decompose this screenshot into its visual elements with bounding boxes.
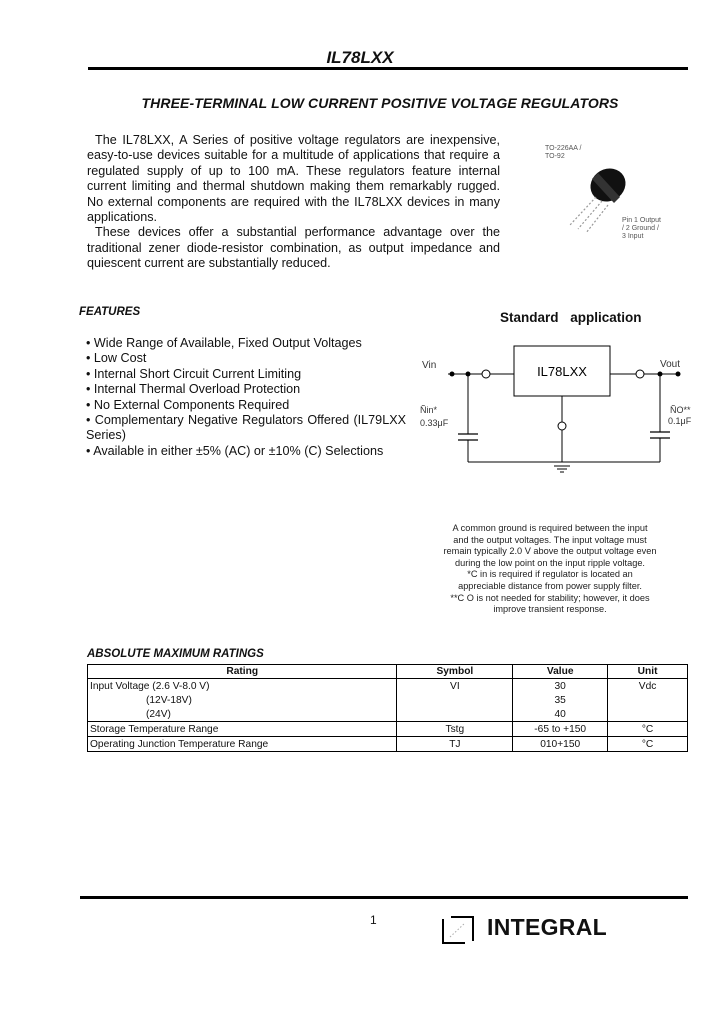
feature-item: • Available in either ±5% (AC) or ±10% (C) Selections (86, 443, 384, 458)
brand-name: INTEGRAL (487, 914, 607, 940)
table-row (88, 693, 688, 707)
document-title: IL78LXX (326, 48, 394, 67)
note-line: improve transient response. (493, 604, 607, 615)
cell-value: 40 (513, 707, 608, 722)
cell-unit: Vdc (608, 679, 688, 694)
table-row (88, 737, 688, 752)
input-node (450, 372, 455, 377)
cell-rating: (12V-18V) (88, 693, 397, 707)
package-pin-label: Pin 1 Output / 2 Ground / 3 Input (622, 217, 661, 240)
cout-label: ÑO** (670, 405, 691, 415)
note-line: remain typically 2.0 V above the output voltage even (443, 546, 657, 557)
intro-paragraph-2: These devices offer a substantial performance advantage over the traditional zener diode-resistor combination, as output impedance and quiescent current are substantially reduced. (87, 225, 500, 271)
note-line: and the output voltages. The input voltage must (453, 534, 647, 545)
application-note (430, 523, 670, 616)
vin-label: Vin (422, 360, 437, 371)
note-line: *C in is required if regulator is located an (467, 569, 633, 580)
application-circuit-diagram (418, 340, 698, 480)
cell-symbol (397, 707, 513, 722)
table-row (88, 722, 688, 737)
note-line: **C O is not needed for stability; however, it does (450, 592, 650, 603)
footer-rule (80, 896, 688, 899)
page-number: 1 (370, 913, 377, 927)
cell-unit: °C (608, 722, 688, 737)
package-illustration (540, 145, 660, 245)
column-header-value: Value (513, 665, 608, 679)
features-list (86, 336, 406, 459)
cell-unit: °C (608, 737, 688, 752)
cell-rating: Storage Temperature Range (88, 722, 397, 737)
cout-value: 0.1μF (668, 416, 692, 426)
feature-item: • Wide Range of Available, Fixed Output Voltages (86, 336, 362, 350)
ratings-table (87, 664, 688, 752)
cell-rating: Operating Junction Temperature Range (88, 737, 397, 752)
note-line: appreciable distance from power supply filter. (458, 580, 642, 591)
column-header-rating: Rating (88, 665, 397, 679)
table-row (88, 679, 688, 694)
package-label-top: TO-226AA / TO-92 (545, 145, 582, 160)
feature-item: • Low Cost (86, 351, 147, 366)
cell-value: -65 to +150 (513, 722, 608, 737)
cell-value: 30 (513, 679, 608, 694)
header-rule (88, 67, 688, 70)
feature-item: • Internal Short Circuit Current Limiting (86, 366, 302, 381)
cell-unit (608, 693, 688, 707)
document-subtitle: THREE-TERMINAL LOW CURRENT POSITIVE VOLTAGE REGULATORS (141, 95, 619, 111)
cell-rating: (24V) (88, 707, 397, 722)
note-line: A common ground is required between the input (452, 523, 648, 533)
vout-label: Vout (660, 359, 681, 370)
application-heading: Standard application (500, 310, 642, 325)
feature-item: • Internal Thermal Overload Protection (86, 382, 301, 397)
chip-label: IL78LXX (537, 364, 587, 379)
cell-symbol: TJ (397, 737, 513, 752)
output-node (676, 372, 681, 377)
column-header-unit: Unit (608, 665, 688, 679)
cin-value: 0.33μF (420, 418, 449, 428)
cin-label: Ñin* (420, 405, 438, 415)
input-terminal (482, 370, 490, 378)
column-header-symbol: Symbol (397, 665, 513, 679)
feature-item: • Complementary Negative Regulators Offered (IL79LXX Series) (86, 413, 406, 443)
ground-terminal (558, 422, 566, 430)
note-line: during the low point on the input ripple voltage. (454, 557, 645, 568)
cell-value: 35 (513, 693, 608, 707)
cell-unit (608, 707, 688, 722)
table-row (88, 707, 688, 722)
intro-text (87, 133, 500, 272)
table-header-row (88, 665, 688, 679)
intro-paragraph-1: The IL78LXX, A Series of positive voltage regulators are inexpensive, easy-to-use devices suitable for a multitude of applications that require a regulated supply of up to 100 mA. These regulators feature internal current limiting and thermal shutdown making them remarkably rugged. No external components are required with the IL78LXX devices in many applications. (87, 133, 500, 225)
ratings-heading: ABSOLUTE MAXIMUM RATINGS (87, 648, 264, 660)
feature-item: • No External Components Required (86, 397, 290, 412)
output-terminal (636, 370, 644, 378)
features-heading: FEATURES (79, 306, 141, 318)
cell-symbol (397, 693, 513, 707)
integral-logo-icon (441, 915, 475, 945)
cell-rating: Input Voltage (2.6 V-8.0 V) (88, 679, 397, 694)
cell-symbol: VI (397, 679, 513, 694)
cell-symbol: Tstg (397, 722, 513, 737)
cell-value: 010+150 (513, 737, 608, 752)
